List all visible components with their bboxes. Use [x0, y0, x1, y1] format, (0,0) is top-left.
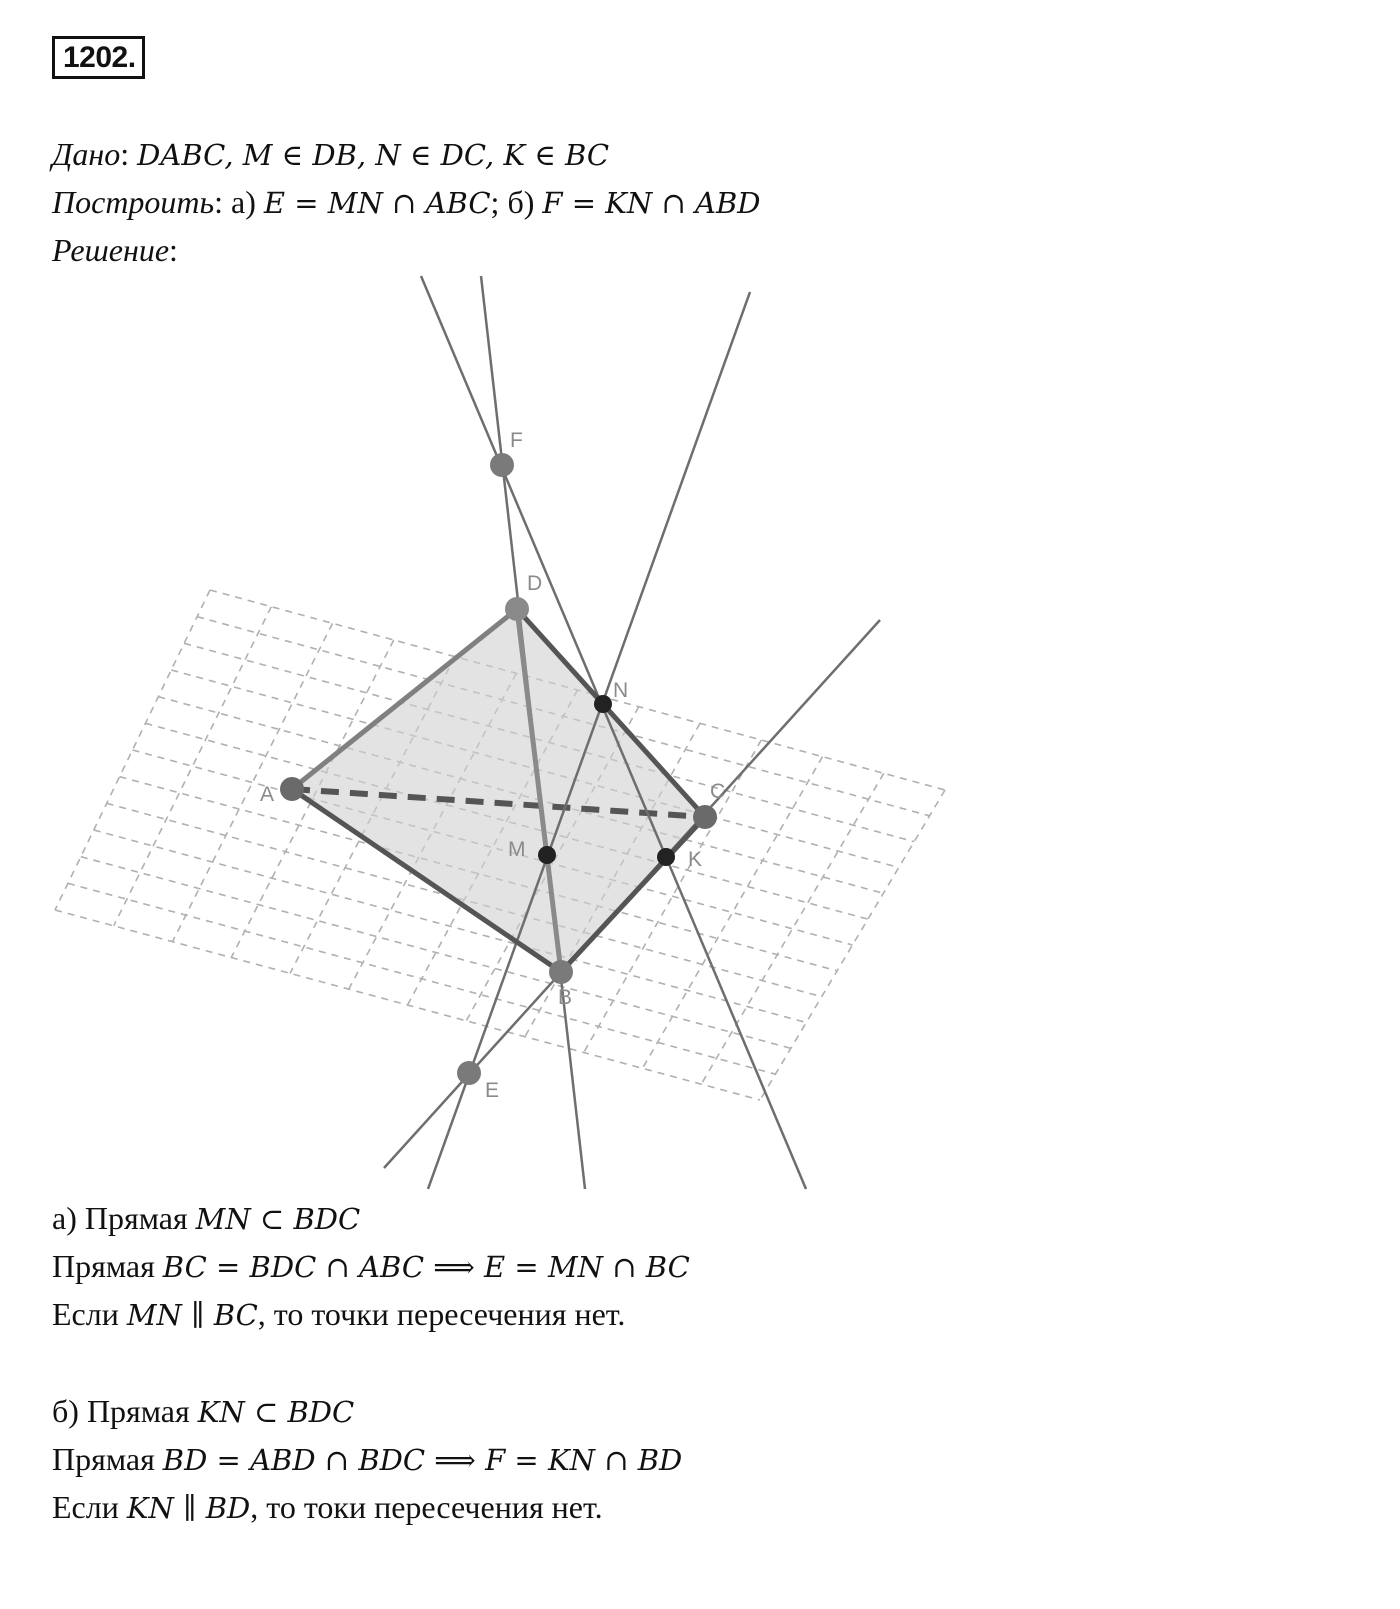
grid-line	[701, 773, 884, 1084]
given-math: DABC, M ∈ DB, N ∈ DC, K ∈ BC	[137, 138, 610, 172]
label-A: A	[260, 783, 275, 806]
part-b-l2-text: Прямая	[52, 1441, 155, 1477]
construct-separator: ;	[490, 184, 500, 220]
part-b-l2-math: BD = ABD ∩ BDC ⟹ F = KN ∩ BD	[162, 1443, 683, 1477]
label-B: B	[558, 986, 573, 1009]
point-E	[457, 1061, 481, 1085]
part-a-l2-math: BC = BDC ∩ ABC ⟹ E = MN ∩ BC	[162, 1250, 690, 1284]
construct-line: Построить: а) E = MN ∩ ABC; б) F = KN ∩ ABD	[52, 184, 761, 220]
label-E: E	[485, 1079, 500, 1102]
point-N	[594, 695, 612, 713]
label-M: M	[508, 838, 526, 861]
part-b-l1-math: KN ⊂ BDC	[197, 1395, 355, 1429]
label-F: F	[510, 429, 523, 452]
part-a-l1-math: MN ⊂ BDC	[195, 1202, 361, 1236]
label-N: N	[613, 679, 629, 702]
point-K	[657, 848, 675, 866]
part-b-line-3	[52, 1487, 603, 1528]
label-D: D	[527, 572, 543, 595]
part-a-l1-text: а) Прямая	[52, 1200, 188, 1236]
part-b-line-2	[52, 1439, 682, 1480]
point-D	[505, 597, 529, 621]
part-a-l3-tail: , то точки пересечения нет.	[257, 1296, 626, 1332]
part-b-l1-text: б) Прямая	[52, 1393, 190, 1429]
part-a-l3-math: MN ∥ BC	[126, 1298, 258, 1332]
given-line: Дано: DABC, M ∈ DB, N ∈ DC, K ∈ BC	[52, 136, 610, 172]
part-a-l2-text: Прямая	[52, 1248, 155, 1284]
solution-label: Решение	[52, 232, 170, 268]
grid-line	[55, 910, 760, 1100]
part-a-line-2	[52, 1246, 690, 1287]
construct-b-prefix: б)	[507, 184, 535, 220]
construct-a-prefix: а)	[230, 184, 256, 220]
part-a-l3-text: Если	[52, 1296, 119, 1332]
solution-heading: Решение:	[52, 232, 178, 268]
part-b-l3-math: KN ∥ BD	[126, 1491, 251, 1525]
point-A	[280, 777, 304, 801]
part-b-l3-tail: , то токи пересечения нет.	[250, 1489, 603, 1525]
point-B	[549, 960, 573, 984]
part-b-l3-text: Если	[52, 1489, 119, 1525]
point-C	[693, 805, 717, 829]
given-label: Дано	[52, 136, 121, 172]
grid-line	[114, 607, 275, 926]
point-F	[490, 453, 514, 477]
part-b-line-1	[52, 1391, 354, 1432]
construct-a-math: E = MN ∩ ABC	[263, 186, 491, 220]
construct-b-math: F = KN ∩ ABD	[542, 186, 761, 220]
part-a-line-1	[52, 1198, 360, 1239]
part-a-line-3	[52, 1294, 625, 1335]
construct-label: Построить	[52, 184, 215, 220]
point-M	[538, 846, 556, 864]
label-C: C	[710, 780, 726, 803]
label-K: K	[688, 848, 703, 871]
problem-number: 1202.	[52, 36, 145, 79]
grid-line	[68, 883, 776, 1074]
